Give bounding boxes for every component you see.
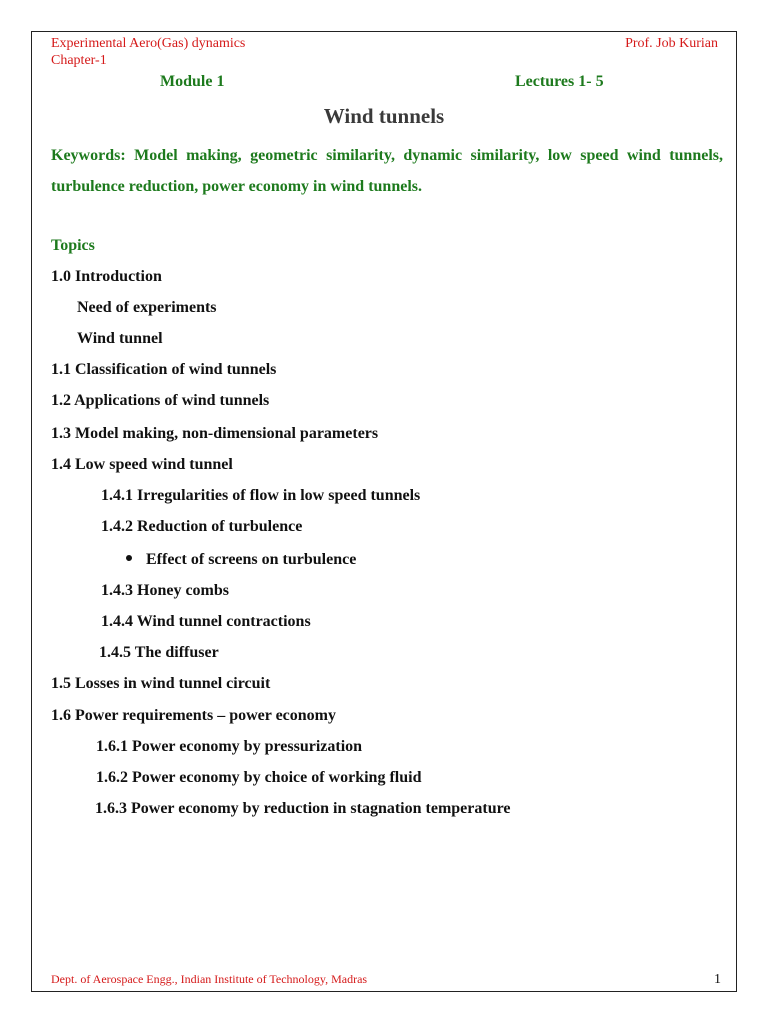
document-title: Wind tunnels [323,104,445,128]
topic-1-4-3: 1.4.3 Honey combs [101,582,229,599]
topic-1-4-5: 1.4.5 The diffuser [99,644,219,661]
topic-1-6-3: 1.6.3 Power economy by reduction in stagnation temperature [95,800,511,817]
bullet-icon [126,555,132,561]
topic-1-3: 1.3 Model making, non-dimensional parameters [51,425,379,442]
topic-1-2: 1.2 Applications of wind tunnels [51,392,270,409]
topic-1-6-1: 1.6.1 Power economy by pressurization [96,738,363,755]
chapter-label: Chapter-1 [51,53,107,68]
topic-bullet-label: Effect of screens on turbulence [146,551,357,568]
topic-need-of-experiments: Need of experiments [77,299,217,316]
topic-1-6-2: 1.6.2 Power economy by choice of working fluid [96,769,422,786]
page-number: 1 [714,972,721,987]
lectures-label: Lectures 1- 5 [515,73,604,90]
professor-name: Prof. Job Kurian [625,36,718,51]
keywords-paragraph: Keywords: Model making, geometric similarity, dynamic similarity, low speed wind tunnels, turbulence reduction, power economy in wind tunnels. [51,147,723,195]
topic-bullet-screens [126,551,356,569]
topic-1-1: 1.1 Classification of wind tunnels [51,361,277,378]
topic-wind-tunnel: Wind tunnel [77,330,163,347]
course-title: Experimental Aero(Gas) dynamics [51,36,246,51]
topic-1-6: 1.6 Power requirements – power economy [51,707,336,724]
topic-1-5: 1.5 Losses in wind tunnel circuit [51,675,271,692]
footer-department: Dept. of Aerospace Engg., Indian Institute of Technology, Madras [51,972,368,986]
topic-1-4: 1.4 Low speed wind tunnel [51,456,233,473]
topic-1-4-2: 1.4.2 Reduction of turbulence [101,518,303,535]
topic-1-0: 1.0 Introduction [51,268,162,285]
module-label: Module 1 [160,73,225,90]
topics-heading: Topics [51,237,95,254]
topic-1-4-1: 1.4.1 Irregularities of flow in low speed tunnels [101,487,421,504]
topic-1-4-4: 1.4.4 Wind tunnel contractions [101,613,311,630]
